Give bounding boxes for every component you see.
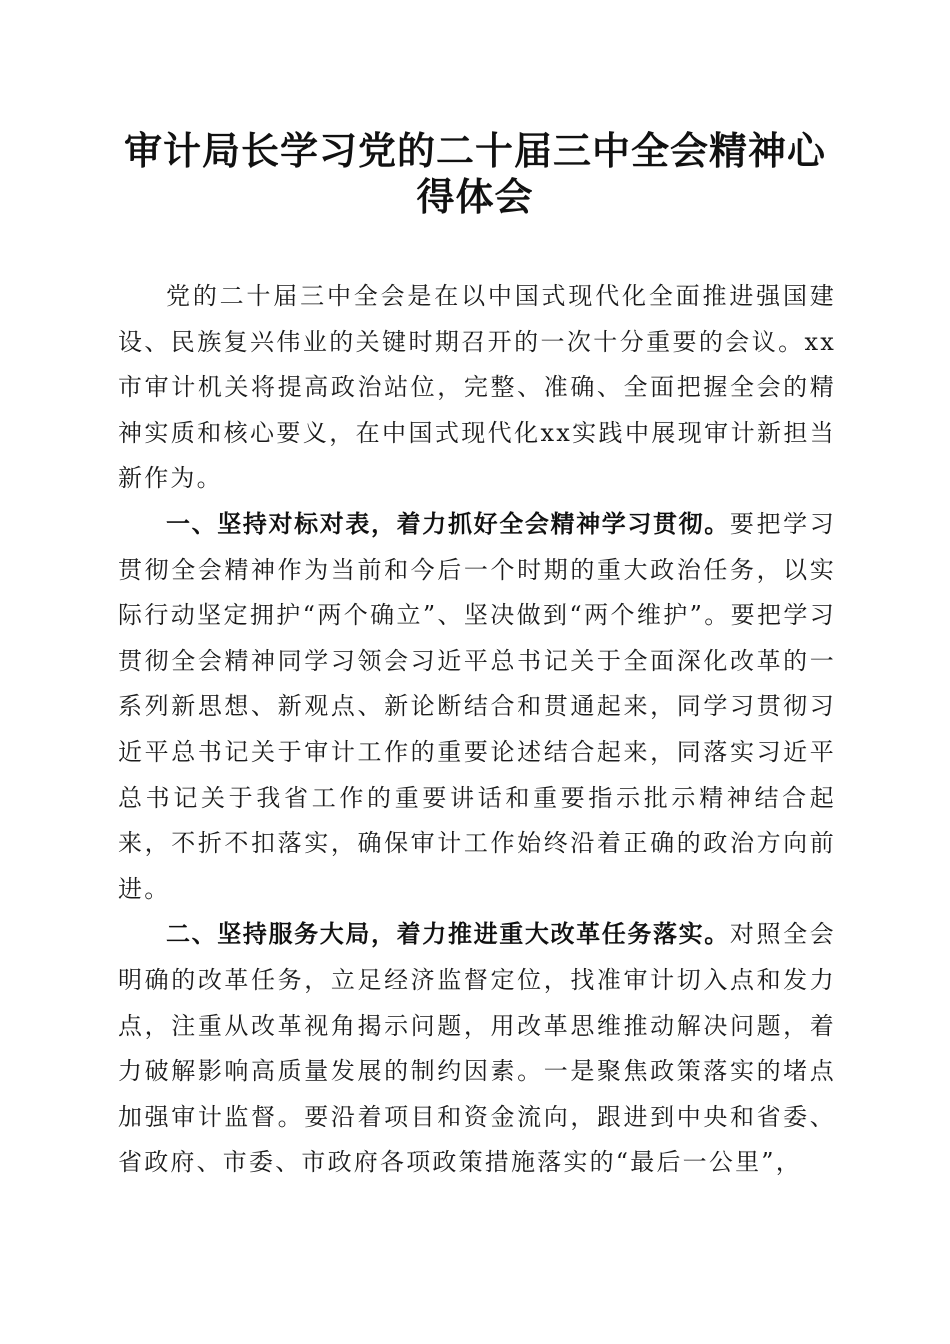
section-two-heading: 二、坚持服务大局，着力推进重大改革任务落实。 (166, 920, 730, 949)
intro-paragraph-text: 党的二十届三中全会是在以中国式现代化全面推进强国建设、民族复兴伟业的关键时期召开的一次十分重要的会议。xx市审计机关将提高政治站位，完整、准确、全面把握全会的精神实质和核心要义，在中国式现代化xx实践中展现审计新担当新作为。 (118, 282, 836, 493)
section-two-paragraph (118, 912, 836, 1186)
section-one-paragraph (118, 502, 836, 912)
section-one-text: 要把学习贯彻全会精神作为当前和今后一个时期的重大政治任务，以实际行动坚定拥护“两个确立”、坚决做到“两个维护”。要把学习贯彻全会精神同学习领会习近平总书记关于全面深化改革的一系列新思想、新观点、新论断结合和贯通起来，同学习贯彻习近平总书记关于审计工作的重要论述结合起来，同落实习近平总书记关于我省工作的重要讲话和重要指示批示精神结合起来，不折不扣落实，确保审计工作始终沿着正确的政治方向前进。 (118, 509, 836, 903)
document-title: 审计局长学习党的二十届三中全会精神心得体会 (123, 128, 826, 219)
intro-paragraph (118, 274, 836, 502)
section-two-text: 对照全会明确的改革任务，立足经济监督定位，找准审计切入点和发力点，注重从改革视角揭示问题，用改革思维推动解决问题，着力破解影响高质量发展的制约因素。一是聚焦政策落实的堵点加强审计监督。要沿着项目和资金流向，跟进到中央和省委、省政府、市委、市政府各项政策措施落实的“最后一公里”， (118, 920, 836, 1177)
section-one-heading: 一、坚持对标对表，着力抓好全会精神学习贯彻。 (166, 509, 730, 538)
document-body (118, 274, 836, 1186)
